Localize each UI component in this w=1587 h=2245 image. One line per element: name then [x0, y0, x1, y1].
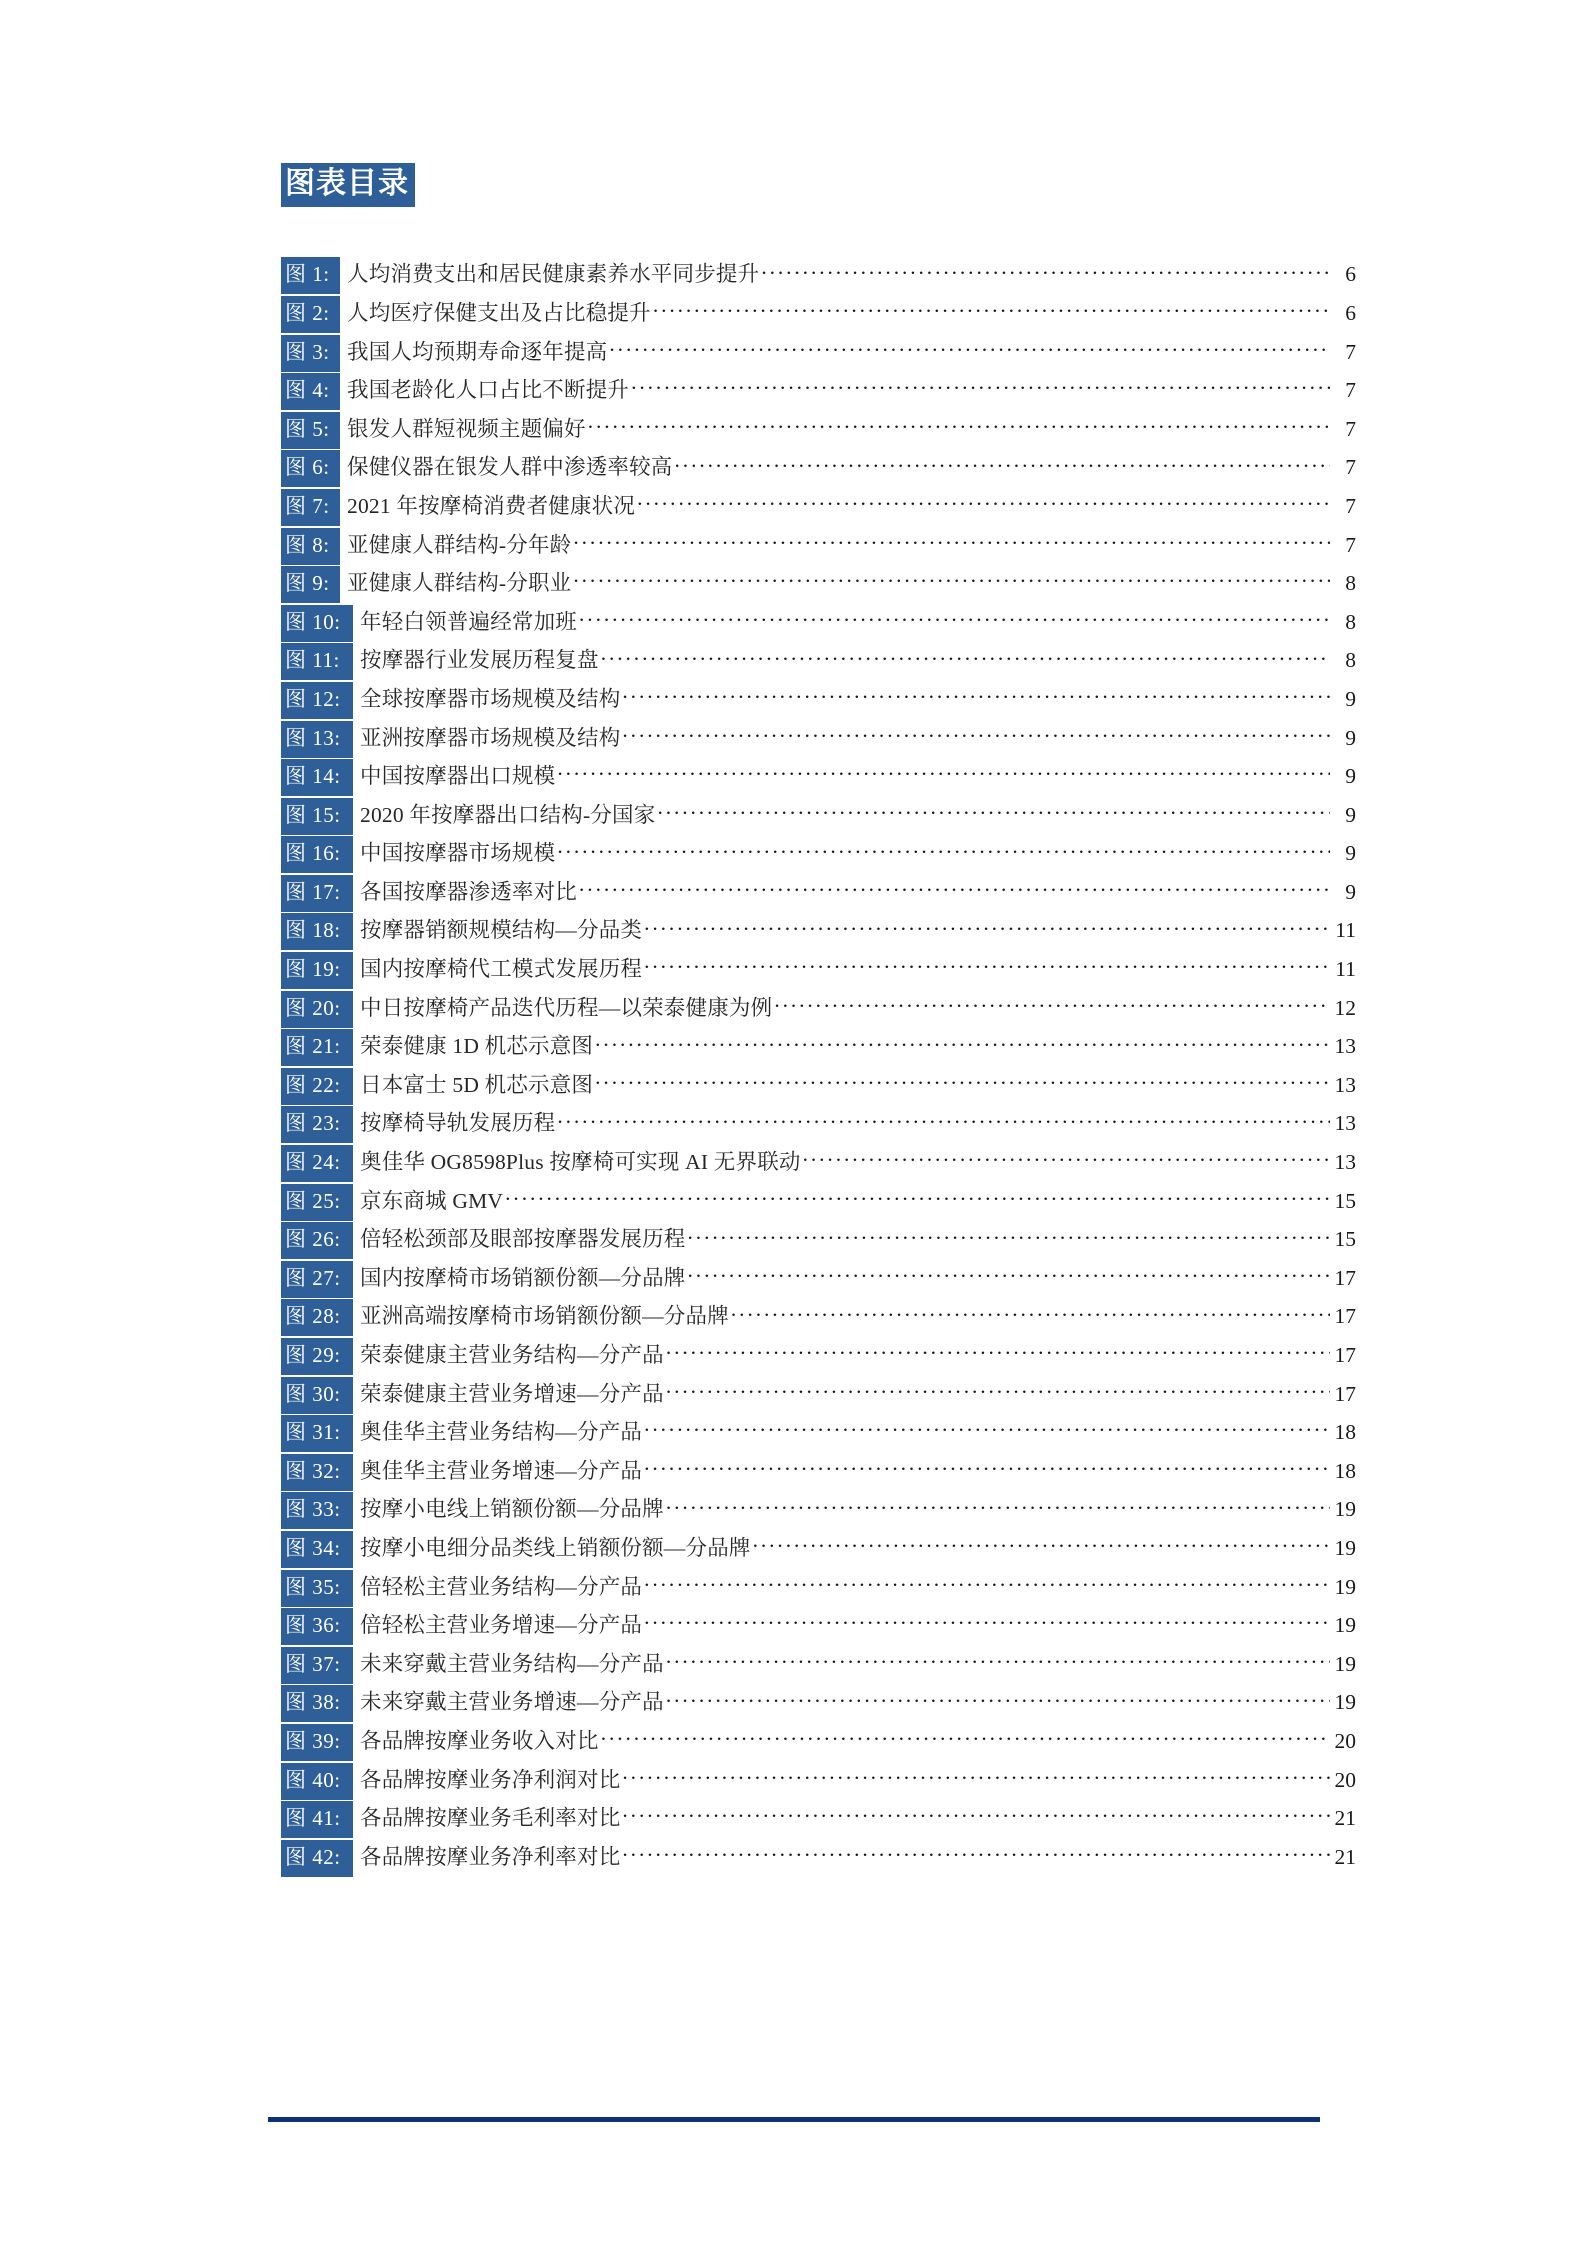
- toc-entry-page-number: 21: [1334, 1806, 1356, 1831]
- toc-entry[interactable]: [281, 1840, 1356, 1879]
- toc-entry[interactable]: [281, 1145, 1356, 1184]
- toc-entry-page-number: 13: [1334, 1150, 1356, 1175]
- toc-entry-title: 人均消费支出和居民健康素养水平同步提升: [347, 262, 760, 287]
- toc-entry-page-number: 18: [1334, 1420, 1356, 1445]
- toc-entry[interactable]: [281, 1608, 1356, 1647]
- toc-entry-title: 按摩小电细分品类线上销额份额—分品牌: [360, 1535, 751, 1560]
- toc-entry-title: 亚健康人群结构-分职业: [347, 571, 572, 596]
- toc-entry-page-number: 11: [1335, 957, 1356, 982]
- toc-entry-title: 日本富士 5D 机芯示意图: [360, 1072, 594, 1097]
- toc-entry-figure-label: 图 24:: [281, 1145, 353, 1182]
- toc-entry-page-number: 15: [1334, 1188, 1356, 1213]
- toc-entry-figure-label: 图 5:: [281, 412, 340, 449]
- toc-entry-dot-leader: [622, 690, 1330, 706]
- toc-entry-page-number: 7: [1345, 416, 1356, 441]
- toc-entry[interactable]: [281, 296, 1356, 335]
- toc-entry-page-number: 12: [1334, 995, 1356, 1020]
- toc-entry-title: 人均医疗保健支出及占比稳提升: [347, 300, 651, 325]
- toc-entry[interactable]: [281, 335, 1356, 374]
- footer-rule: [268, 2117, 1320, 2122]
- toc-entry[interactable]: [281, 682, 1356, 721]
- toc-entry-figure-label: 图 40:: [281, 1763, 353, 1800]
- toc-entry-title: 国内按摩椅市场销额份额—分品牌: [360, 1265, 686, 1290]
- toc-entry-title: 亚洲按摩器市场规模及结构: [360, 725, 621, 750]
- toc-entry-page-number: 13: [1334, 1111, 1356, 1136]
- toc-entry[interactable]: [281, 721, 1356, 760]
- toc-entry[interactable]: [281, 759, 1356, 798]
- toc-entry-title: 我国人均预期寿命逐年提高: [347, 339, 608, 364]
- toc-entry[interactable]: [281, 1377, 1356, 1416]
- toc-entry-page-number: 19: [1334, 1574, 1356, 1599]
- toc-entry-dot-leader: [653, 304, 1330, 320]
- toc-entry-page-number: 6: [1345, 300, 1356, 325]
- toc-entry-figure-label: 图 25:: [281, 1184, 353, 1221]
- toc-entry-page-number: 9: [1345, 686, 1356, 711]
- toc-entry-dot-leader: [675, 458, 1330, 474]
- toc-entry-dot-leader: [622, 1771, 1330, 1787]
- toc-entry-figure-label: 图 7:: [281, 489, 340, 526]
- toc-entry-title: 按摩器行业发展历程复盘: [360, 648, 599, 673]
- toc-entry-page-number: 19: [1334, 1613, 1356, 1638]
- toc-entry[interactable]: [281, 875, 1356, 914]
- page-title: 图表目录: [281, 163, 415, 207]
- toc-entry-figure-label: 图 15:: [281, 798, 353, 835]
- toc-entry[interactable]: [281, 1763, 1356, 1802]
- toc-entry-dot-leader: [761, 265, 1330, 281]
- toc-entry-dot-leader: [557, 844, 1330, 860]
- toc-entry-page-number: 6: [1345, 262, 1356, 287]
- toc-entry-page-number: 11: [1335, 918, 1356, 943]
- toc-entry-page-number: 19: [1334, 1690, 1356, 1715]
- toc-entry-figure-label: 图 26:: [281, 1222, 353, 1259]
- toc-entry-figure-label: 图 33:: [281, 1492, 353, 1529]
- toc-entry-page-number: 13: [1334, 1034, 1356, 1059]
- toc-entry-title: 倍轻松主营业务结构—分产品: [360, 1574, 643, 1599]
- toc-entry-figure-label: 图 13:: [281, 721, 353, 758]
- toc-entry-title: 中国按摩器出口规模: [360, 764, 556, 789]
- toc-entry-dot-leader: [657, 806, 1330, 822]
- toc-content: [281, 163, 1356, 1878]
- toc-entry-title: 按摩椅导轨发展历程: [360, 1111, 556, 1136]
- toc-entry-dot-leader: [622, 729, 1330, 745]
- toc-entry-figure-label: 图 32:: [281, 1454, 353, 1491]
- toc-entry-dot-leader: [644, 1616, 1330, 1632]
- toc-entry[interactable]: [281, 952, 1356, 991]
- toc-entry[interactable]: [281, 1299, 1356, 1338]
- toc-entry-figure-label: 图 3:: [281, 335, 340, 372]
- toc-entry-page-number: 21: [1334, 1844, 1356, 1869]
- toc-entry-page-number: 9: [1345, 725, 1356, 750]
- toc-entry-title: 荣泰健康主营业务增速—分产品: [360, 1381, 664, 1406]
- toc-entry-figure-label: 图 1:: [281, 257, 340, 294]
- toc-entry-page-number: 7: [1345, 455, 1356, 480]
- toc-entry-page-number: 13: [1334, 1072, 1356, 1097]
- toc-entry-figure-label: 图 37:: [281, 1647, 353, 1684]
- toc-entry-title: 中日按摩椅产品迭代历程—以荣泰健康为例: [360, 995, 773, 1020]
- toc-entry-title: 荣泰健康主营业务结构—分产品: [360, 1343, 664, 1368]
- toc-entry-figure-label: 图 21:: [281, 1029, 353, 1066]
- page-title-wrapper: [281, 163, 1356, 207]
- toc-entry-figure-label: 图 2:: [281, 296, 340, 333]
- toc-entry-page-number: 20: [1334, 1767, 1356, 1792]
- toc-entry-page-number: 19: [1334, 1497, 1356, 1522]
- toc-entry[interactable]: [281, 1570, 1356, 1609]
- toc-entry[interactable]: [281, 1531, 1356, 1570]
- toc-entry-dot-leader: [601, 1732, 1330, 1748]
- toc-entry-title: 年轻白领普遍经常加班: [360, 609, 578, 634]
- toc-entry[interactable]: [281, 373, 1356, 412]
- toc-entry[interactable]: [281, 991, 1356, 1030]
- toc-entry-figure-label: 图 14:: [281, 759, 353, 796]
- toc-entry-title: 中国按摩器市场规模: [360, 841, 556, 866]
- toc-entry-title: 未来穿戴主营业务增速—分产品: [360, 1690, 664, 1715]
- toc-entry-page-number: 8: [1345, 648, 1356, 673]
- toc-entry-dot-leader: [688, 1230, 1330, 1246]
- toc-entry-dot-leader: [803, 1153, 1330, 1169]
- toc-entry-figure-label: 图 39:: [281, 1724, 353, 1761]
- toc-entry-page-number: 7: [1345, 493, 1356, 518]
- toc-entry-page-number: 17: [1334, 1381, 1356, 1406]
- toc-entry-figure-label: 图 17:: [281, 875, 353, 912]
- toc-entry-title: 2020 年按摩器出口结构-分国家: [360, 802, 656, 827]
- toc-entry-title: 亚洲高端按摩椅市场销额份额—分品牌: [360, 1304, 729, 1329]
- toc-entry-page-number: 7: [1345, 532, 1356, 557]
- toc-entry-figure-label: 图 41:: [281, 1801, 353, 1838]
- toc-entry[interactable]: [281, 566, 1356, 605]
- toc-entry-dot-leader: [557, 767, 1330, 783]
- toc-entry-title: 倍轻松颈部及眼部按摩器发展历程: [360, 1227, 686, 1252]
- toc-entry-page-number: 15: [1334, 1227, 1356, 1252]
- toc-entry[interactable]: [281, 1454, 1356, 1493]
- toc-entry[interactable]: [281, 1184, 1356, 1223]
- toc-entry-figure-label: 图 9:: [281, 566, 340, 603]
- toc-entry-title: 国内按摩椅代工模式发展历程: [360, 957, 643, 982]
- toc-entry-page-number: 9: [1345, 802, 1356, 827]
- toc-entry[interactable]: [281, 1492, 1356, 1531]
- toc-entry-page-number: 18: [1334, 1458, 1356, 1483]
- toc-entry[interactable]: [281, 1801, 1356, 1840]
- toc-entry-dot-leader: [573, 574, 1330, 590]
- toc-entry-dot-leader: [595, 1037, 1330, 1053]
- toc-entry[interactable]: [281, 412, 1356, 451]
- toc-entry-dot-leader: [622, 1848, 1330, 1864]
- toc-entry-page-number: 9: [1345, 879, 1356, 904]
- toc-entry-dot-leader: [595, 1076, 1330, 1092]
- toc-entry-title: 京东商城 GMV: [360, 1188, 504, 1213]
- toc-entry-title: 各品牌按摩业务净利率对比: [360, 1844, 621, 1869]
- toc-entry-figure-label: 图 11:: [281, 643, 353, 680]
- toc-entry-dot-leader: [666, 1693, 1330, 1709]
- toc-entry-title: 2021 年按摩椅消费者健康状况: [347, 493, 636, 518]
- toc-entry-title: 保健仪器在银发人群中渗透率较高: [347, 455, 673, 480]
- toc-entry-title: 各品牌按摩业务收入对比: [360, 1728, 599, 1753]
- toc-entry-figure-label: 图 27:: [281, 1261, 353, 1298]
- toc-entry-figure-label: 图 6:: [281, 450, 340, 487]
- toc-entry[interactable]: [281, 1106, 1356, 1145]
- toc-entry-page-number: 8: [1345, 609, 1356, 634]
- toc-entry-dot-leader: [588, 420, 1330, 436]
- toc-entry[interactable]: [281, 643, 1356, 682]
- toc-entry-title: 各品牌按摩业务净利润对比: [360, 1767, 621, 1792]
- toc-entry-title: 亚健康人群结构-分年龄: [347, 532, 572, 557]
- toc-entry-dot-leader: [753, 1539, 1330, 1555]
- toc-entry-figure-label: 图 23:: [281, 1106, 353, 1143]
- toc-entry-page-number: 9: [1345, 764, 1356, 789]
- toc-entry-figure-label: 图 38:: [281, 1685, 353, 1722]
- toc-entry-figure-label: 图 31:: [281, 1415, 353, 1452]
- toc-entry-title: 各品牌按摩业务毛利率对比: [360, 1806, 621, 1831]
- toc-entry-figure-label: 图 36:: [281, 1608, 353, 1645]
- toc-entry-dot-leader: [631, 381, 1330, 397]
- toc-entry-dot-leader: [573, 536, 1330, 552]
- toc-list: [281, 257, 1356, 1878]
- toc-entry[interactable]: [281, 1222, 1356, 1261]
- toc-entry-page-number: 7: [1345, 339, 1356, 364]
- title-spacer: [281, 207, 1356, 257]
- toc-entry-figure-label: 图 35:: [281, 1570, 353, 1607]
- toc-entry[interactable]: [281, 1338, 1356, 1377]
- toc-entry-figure-label: 图 20:: [281, 991, 353, 1028]
- toc-entry-dot-leader: [579, 613, 1330, 629]
- toc-entry-dot-leader: [644, 1462, 1330, 1478]
- toc-entry-figure-label: 图 8:: [281, 528, 340, 565]
- toc-entry-title: 未来穿戴主营业务结构—分产品: [360, 1651, 664, 1676]
- toc-entry-figure-label: 图 16:: [281, 836, 353, 873]
- toc-entry-page-number: 19: [1334, 1535, 1356, 1560]
- toc-entry[interactable]: [281, 528, 1356, 567]
- toc-entry-title: 全球按摩器市场规模及结构: [360, 686, 621, 711]
- toc-entry-page-number: 17: [1334, 1304, 1356, 1329]
- toc-entry-page-number: 17: [1334, 1343, 1356, 1368]
- toc-entry-figure-label: 图 10:: [281, 605, 353, 642]
- toc-entry-dot-leader: [666, 1655, 1330, 1671]
- toc-entry-title: 按摩器销额规模结构—分品类: [360, 918, 643, 943]
- toc-entry[interactable]: [281, 1029, 1356, 1068]
- toc-entry[interactable]: [281, 1647, 1356, 1686]
- toc-entry-figure-label: 图 22:: [281, 1068, 353, 1105]
- toc-entry-figure-label: 图 29:: [281, 1338, 353, 1375]
- toc-entry-dot-leader: [666, 1346, 1330, 1362]
- toc-entry-dot-leader: [637, 497, 1330, 513]
- toc-entry-figure-label: 图 12:: [281, 682, 353, 719]
- toc-entry[interactable]: [281, 450, 1356, 489]
- toc-entry-dot-leader: [644, 921, 1330, 937]
- toc-entry-dot-leader: [644, 1423, 1330, 1439]
- toc-entry-dot-leader: [666, 1500, 1330, 1516]
- toc-entry-dot-leader: [731, 1307, 1330, 1323]
- toc-entry-figure-label: 图 19:: [281, 952, 353, 989]
- toc-entry-dot-leader: [666, 1385, 1330, 1401]
- toc-entry[interactable]: [281, 1685, 1356, 1724]
- toc-entry-figure-label: 图 42:: [281, 1840, 353, 1877]
- toc-entry-title: 按摩小电线上销额份额—分品牌: [360, 1497, 664, 1522]
- toc-entry-dot-leader: [579, 883, 1330, 899]
- toc-entry-dot-leader: [601, 651, 1330, 667]
- toc-entry-dot-leader: [688, 1269, 1330, 1285]
- toc-entry-title: 荣泰健康 1D 机芯示意图: [360, 1034, 594, 1059]
- toc-entry-title: 奥佳华主营业务结构—分产品: [360, 1420, 643, 1445]
- toc-entry-page-number: 7: [1345, 378, 1356, 403]
- toc-entry-page-number: 20: [1334, 1728, 1356, 1753]
- toc-entry-figure-label: 图 30:: [281, 1377, 353, 1414]
- toc-entry-figure-label: 图 34:: [281, 1531, 353, 1568]
- toc-entry-page-number: 9: [1345, 841, 1356, 866]
- toc-entry[interactable]: [281, 1261, 1356, 1300]
- toc-entry-figure-label: 图 4:: [281, 373, 340, 410]
- toc-entry-title: 奥佳华 OG8598Plus 按摩椅可实现 AI 无界联动: [360, 1150, 801, 1175]
- toc-entry[interactable]: [281, 836, 1356, 875]
- toc-entry[interactable]: [281, 1415, 1356, 1454]
- toc-entry-dot-leader: [644, 1578, 1330, 1594]
- toc-entry[interactable]: [281, 605, 1356, 644]
- toc-entry-page-number: 19: [1334, 1651, 1356, 1676]
- toc-entry-page-number: 17: [1334, 1265, 1356, 1290]
- toc-entry-title: 倍轻松主营业务增速—分产品: [360, 1613, 643, 1638]
- toc-entry-dot-leader: [505, 1192, 1330, 1208]
- toc-entry-dot-leader: [557, 1114, 1330, 1130]
- toc-entry[interactable]: [281, 798, 1356, 837]
- toc-entry-dot-leader: [774, 999, 1330, 1015]
- toc-entry[interactable]: [281, 1724, 1356, 1763]
- toc-entry-figure-label: 图 28:: [281, 1299, 353, 1336]
- toc-entry[interactable]: [281, 257, 1356, 296]
- toc-entry[interactable]: [281, 489, 1356, 528]
- toc-entry-dot-leader: [609, 343, 1330, 359]
- toc-entry-title: 各国按摩器渗透率对比: [360, 879, 578, 904]
- toc-entry-dot-leader: [644, 960, 1330, 976]
- toc-entry-dot-leader: [622, 1809, 1330, 1825]
- toc-entry[interactable]: [281, 1068, 1356, 1107]
- toc-entry-page-number: 8: [1345, 571, 1356, 596]
- toc-entry-title: 我国老龄化人口占比不断提升: [347, 378, 630, 403]
- toc-entry[interactable]: [281, 913, 1356, 952]
- toc-entry-title: 奥佳华主营业务增速—分产品: [360, 1458, 643, 1483]
- toc-entry-title: 银发人群短视频主题偏好: [347, 416, 586, 441]
- toc-entry-figure-label: 图 18:: [281, 913, 353, 950]
